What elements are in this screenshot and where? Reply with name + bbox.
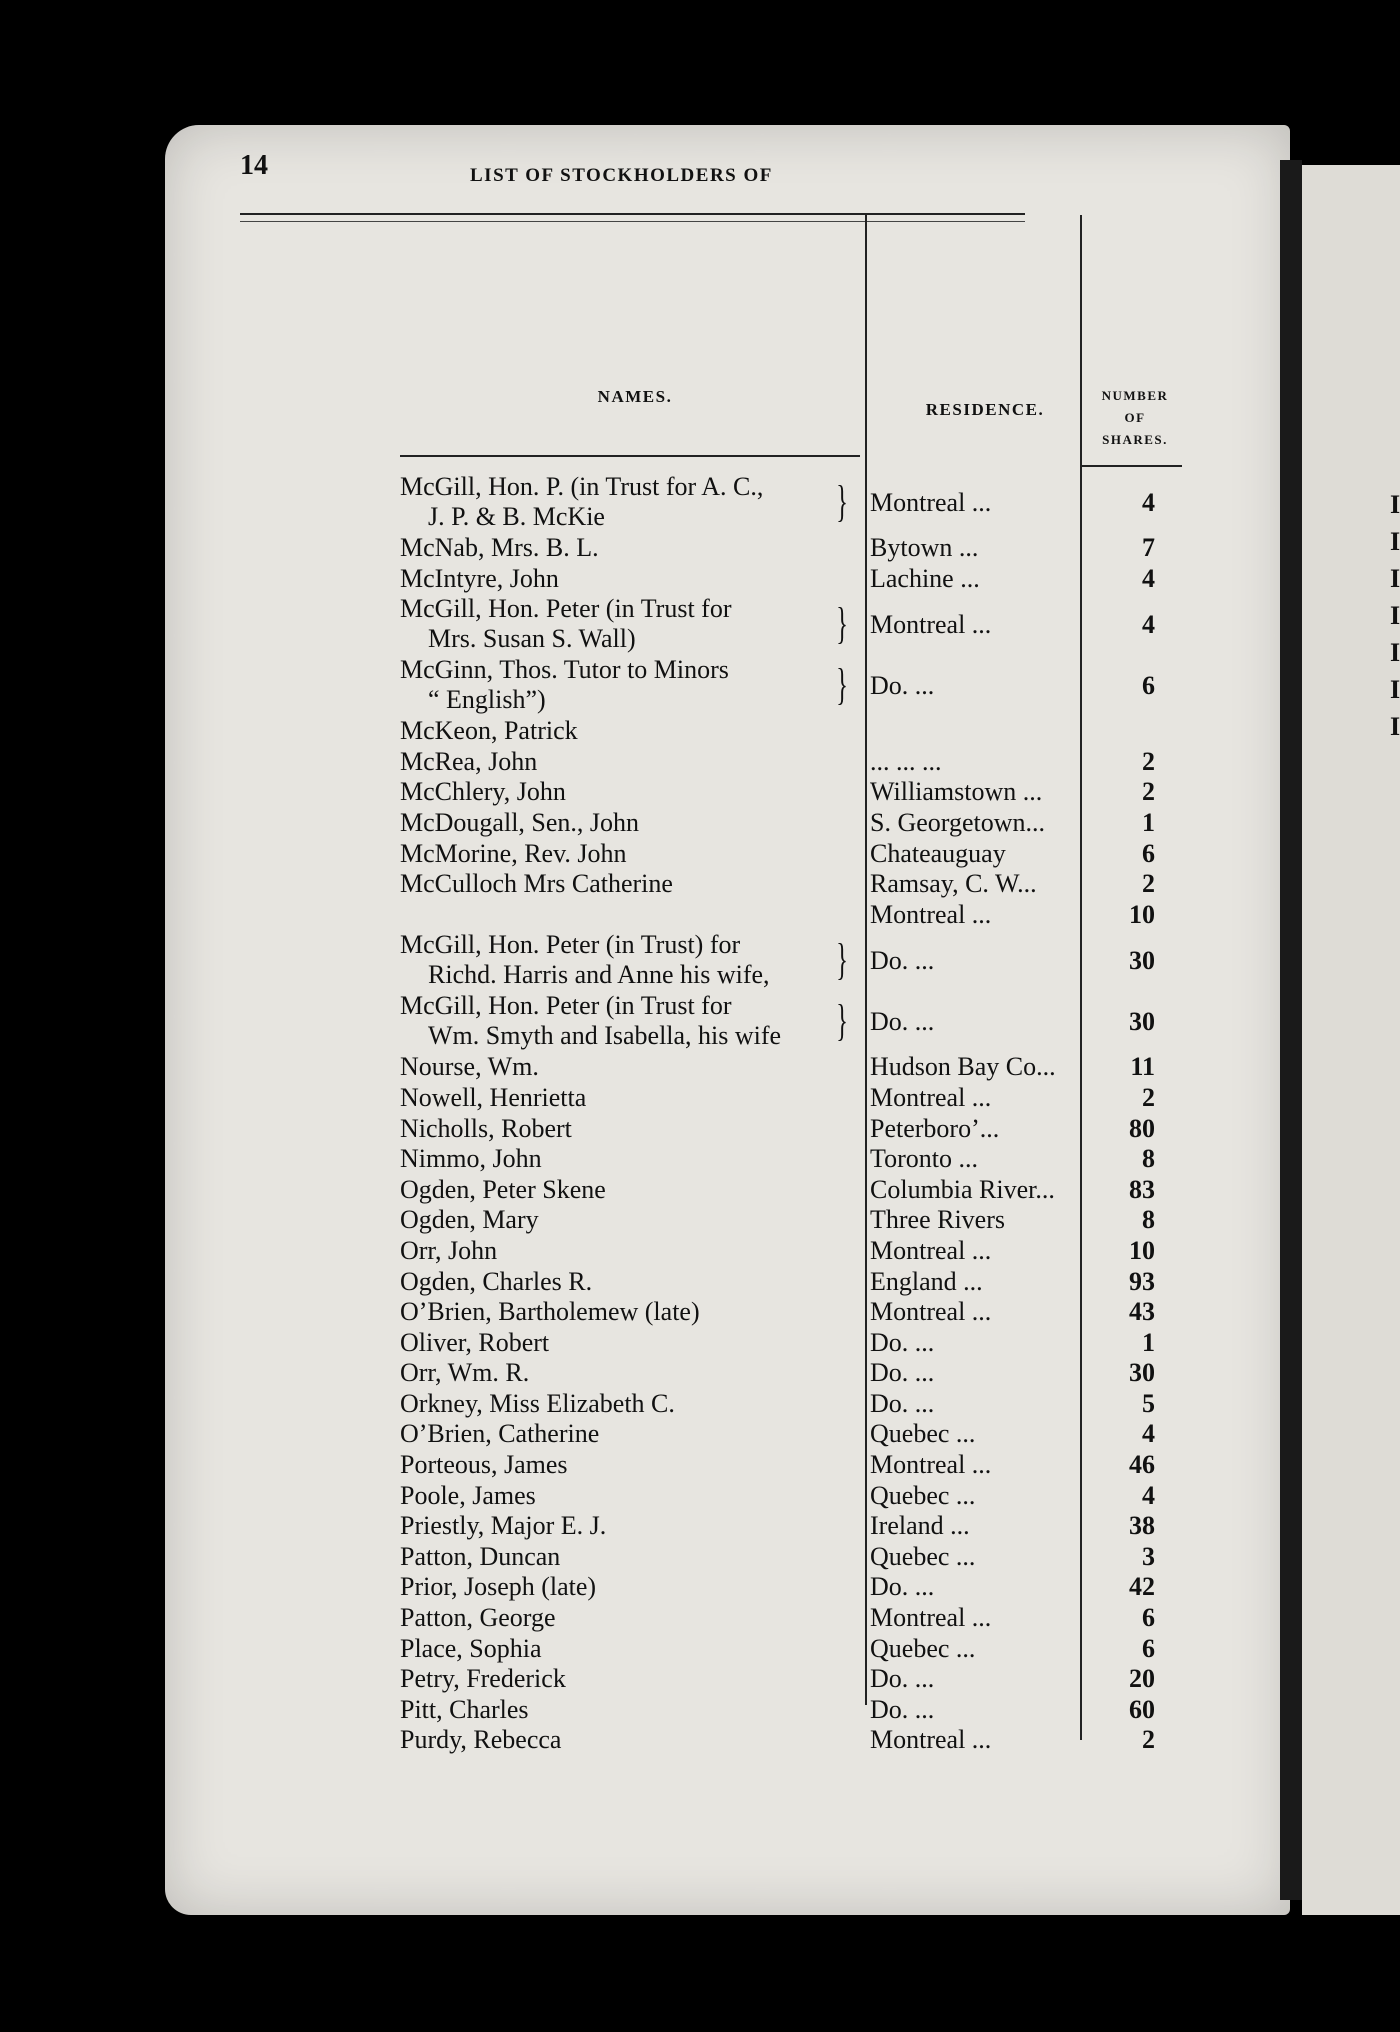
- stockholder-name-line1: McGinn, Thos. Tutor to Minors: [400, 655, 729, 685]
- residence: Chateauguay: [870, 838, 1006, 868]
- shares-count: 3: [1142, 1541, 1155, 1571]
- table-row: [400, 1725, 1180, 1756]
- stockholder-name-line1: Prior, Joseph (late): [400, 1572, 597, 1602]
- shares-count: 8: [1142, 1205, 1155, 1235]
- residence: Hudson Bay Co...: [870, 1052, 1056, 1082]
- table-row: [400, 839, 1180, 870]
- stockholder-name: [400, 1603, 830, 1633]
- stockholder-name-line1: McChlery, John: [400, 777, 566, 807]
- table-row: [400, 1511, 1180, 1542]
- stockholder-name: [400, 564, 830, 594]
- stockholder-name: [400, 869, 830, 899]
- stockholder-name: [400, 1389, 830, 1419]
- residence: Do. ...: [870, 1572, 935, 1602]
- shares-count: 2: [1142, 869, 1155, 899]
- stockholder-name-line1: Nourse, Wm.: [400, 1052, 539, 1082]
- running-title: LIST OF STOCKHOLDERS OF: [470, 165, 773, 186]
- shares-count: 2: [1142, 777, 1155, 807]
- page-number: 14: [240, 150, 268, 181]
- residence: England ...: [870, 1266, 983, 1296]
- stockholder-name-line1: Petry, Frederick: [400, 1664, 566, 1694]
- stockholder-name: [400, 1450, 830, 1480]
- stockholder-name: [400, 1542, 830, 1572]
- shares-count: 2: [1142, 746, 1155, 776]
- stockholder-name: [400, 1664, 830, 1694]
- stockholder-name-line1: Porteous, James: [400, 1450, 568, 1480]
- residence: Lachine ...: [870, 563, 980, 593]
- facing-page-letter: I: [1390, 490, 1400, 519]
- table-row: [400, 1389, 1180, 1420]
- residence: Toronto ...: [870, 1144, 978, 1174]
- shares-count: 43: [1129, 1297, 1155, 1327]
- stockholder-name-line2: “ English”): [428, 685, 546, 715]
- residence: Peterboro’...: [870, 1113, 1000, 1143]
- residence: Three Rivers: [870, 1205, 1006, 1235]
- table-row: [400, 1236, 1180, 1267]
- column-header-shares-line1: NUMBER: [1101, 388, 1169, 403]
- column-header-shares: [1085, 385, 1185, 451]
- shares-count: 38: [1129, 1511, 1155, 1541]
- stockholder-name: [400, 747, 830, 777]
- stockholder-name: [400, 1236, 830, 1266]
- table-row: [400, 655, 1180, 716]
- table-row: [400, 808, 1180, 839]
- brace-glyph: }: [836, 599, 848, 649]
- stockholder-name-line1: McKeon, Patrick: [400, 716, 578, 746]
- shares-count: 2: [1142, 1725, 1155, 1755]
- column-header-residence: RESIDENCE.: [925, 400, 1045, 419]
- table-row: [400, 1419, 1180, 1450]
- facing-page-letter: I: [1390, 712, 1400, 741]
- brace-glyph: }: [836, 996, 848, 1046]
- stockholder-name: [400, 1114, 830, 1144]
- stockholder-name-line1: Orr, John: [400, 1235, 498, 1265]
- residence: Montreal ...: [870, 1082, 992, 1112]
- table-row: [400, 1083, 1180, 1114]
- stockholder-name: [400, 1481, 830, 1511]
- shares-count: 1: [1142, 807, 1155, 837]
- residence: Montreal ...: [870, 899, 992, 929]
- shares-count: 30: [1129, 1358, 1155, 1388]
- table-row: [400, 1603, 1180, 1634]
- table-row: [400, 472, 1180, 533]
- stockholder-name-line1: McDougall, Sen., John: [400, 807, 640, 837]
- stockholder-name-line1: Place, Sophia: [400, 1633, 542, 1663]
- shares-count: 60: [1129, 1694, 1155, 1724]
- residence: Do. ...: [870, 1664, 935, 1694]
- shares-count: 6: [1142, 1633, 1155, 1663]
- stockholder-name: [400, 930, 830, 991]
- residence: Montreal ...: [870, 1235, 992, 1265]
- shares-count: 42: [1129, 1572, 1155, 1602]
- shares-count: 80: [1129, 1113, 1155, 1143]
- shares-count: 4: [1142, 1480, 1155, 1510]
- stockholder-name-line1: Ogden, Peter Skene: [400, 1174, 606, 1204]
- stockholder-name-line1: McGill, Hon. Peter (in Trust for: [400, 991, 732, 1021]
- facing-page-letters: [1390, 490, 1400, 742]
- table-row: [400, 1205, 1180, 1236]
- shares-count: 10: [1129, 899, 1155, 929]
- shares-count: 5: [1142, 1388, 1155, 1418]
- table-row: [400, 716, 1180, 747]
- stockholder-name-line1: O’Brien, Bartholemew (late): [400, 1297, 700, 1327]
- stockholder-name-line1: Priestly, Major E. J.: [400, 1511, 607, 1541]
- residence: Do. ...: [870, 1694, 935, 1724]
- table-row: [400, 1481, 1180, 1512]
- facing-page-letter: I: [1390, 527, 1400, 556]
- residence: Do. ...: [870, 945, 935, 975]
- header-bottom-rule-shares: [1082, 465, 1182, 467]
- table-row: [400, 1634, 1180, 1665]
- table-row: [400, 1114, 1180, 1145]
- residence: Ramsay, C. W...: [870, 869, 1037, 899]
- residence: Do. ...: [870, 1388, 935, 1418]
- table-row: [400, 1175, 1180, 1206]
- stockholder-name-line1: Nicholls, Robert: [400, 1113, 572, 1143]
- stockholder-name: [400, 716, 830, 746]
- shares-count: 8: [1142, 1144, 1155, 1174]
- stockholder-name-line1: McMorine, Rev. John: [400, 838, 627, 868]
- facing-page: [1302, 165, 1400, 1915]
- residence: Quebec ...: [870, 1480, 976, 1510]
- column-header-shares-line3: SHARES.: [1102, 432, 1168, 447]
- brace-glyph: }: [836, 935, 848, 985]
- shares-count: 4: [1142, 1419, 1155, 1449]
- facing-page-letter: I: [1390, 638, 1400, 667]
- table-row: [400, 564, 1180, 595]
- table-row: [400, 900, 1180, 931]
- shares-count: 11: [1130, 1052, 1155, 1082]
- column-header-shares-line2: OF: [1124, 410, 1146, 425]
- shares-count: 4: [1142, 609, 1155, 639]
- header-rule: [240, 213, 1025, 222]
- header-bottom-rule: [400, 455, 860, 457]
- stockholder-name-line2: J. P. & B. McKie: [428, 502, 605, 531]
- residence: Montreal ...: [870, 1725, 992, 1755]
- table-row: [400, 1144, 1180, 1175]
- table-row: [400, 747, 1180, 778]
- stockholder-name-line1: Orkney, Miss Elizabeth C.: [400, 1388, 675, 1418]
- stockholder-name-line1: Ogden, Charles R.: [400, 1266, 593, 1296]
- stockholder-name: [400, 1634, 830, 1664]
- table-row: [400, 594, 1180, 655]
- residence: Montreal ...: [870, 1297, 992, 1327]
- stockholder-name: [400, 991, 830, 1052]
- table-row: [400, 1695, 1180, 1726]
- stockholder-name: [400, 1419, 830, 1449]
- table-row: [400, 869, 1180, 900]
- stockholder-name: [400, 777, 830, 807]
- shares-count: 46: [1129, 1450, 1155, 1480]
- stockholder-name: [400, 533, 830, 563]
- shares-count: 30: [1129, 945, 1155, 975]
- shares-count: 10: [1129, 1235, 1155, 1265]
- stockholder-name: [400, 1725, 830, 1755]
- table-row: [400, 930, 1180, 991]
- brace-glyph: }: [836, 477, 848, 526]
- shares-count: 2: [1142, 1082, 1155, 1112]
- table-row: [400, 1328, 1180, 1359]
- stockholder-name-line1: McGill, Hon. Peter (in Trust) for: [400, 930, 741, 960]
- stockholder-name: [400, 1175, 830, 1205]
- residence: Williamstown ...: [870, 777, 1043, 807]
- stockholder-name-line1: McNab, Mrs. B. L.: [400, 533, 599, 562]
- stockholder-name: [400, 1083, 830, 1113]
- residence: Bytown ...: [870, 533, 979, 562]
- table-row: [400, 1267, 1180, 1298]
- residence: Montreal ...: [870, 1603, 992, 1633]
- stockholder-name: [400, 1328, 830, 1358]
- stockholder-name-line1: McGill, Hon. Peter (in Trust for: [400, 594, 732, 624]
- shares-count: 4: [1142, 563, 1155, 593]
- residence: S. Georgetown...: [870, 807, 1046, 837]
- stockholder-name-line1: Pitt, Charles: [400, 1694, 529, 1724]
- residence: Do. ...: [870, 1327, 935, 1357]
- stockholder-name: [400, 1695, 830, 1725]
- stockholder-table: [400, 472, 1180, 1756]
- stockholder-name-line2: Mrs. Susan S. Wall): [428, 624, 636, 654]
- table-row: [400, 1664, 1180, 1695]
- shares-count: 93: [1129, 1266, 1155, 1296]
- residence: Montreal ...: [870, 487, 992, 517]
- stockholder-name-line1: Patton, Duncan: [400, 1541, 561, 1571]
- residence: Columbia River...: [870, 1174, 1055, 1204]
- stockholder-name-line1: O’Brien, Catherine: [400, 1419, 600, 1449]
- shares-count: 6: [1142, 838, 1155, 868]
- table-row: [400, 1052, 1180, 1083]
- stockholder-name-line2: Richd. Harris and Anne his wife,: [428, 960, 770, 990]
- facing-page-letter: I: [1390, 675, 1400, 704]
- residence: ... ... ...: [870, 746, 942, 776]
- shares-count: 6: [1142, 1603, 1155, 1633]
- residence: Quebec ...: [870, 1541, 976, 1571]
- stockholder-name: [400, 472, 830, 533]
- stockholder-name-line1: Nowell, Henrietta: [400, 1082, 587, 1112]
- residence: Quebec ...: [870, 1419, 976, 1449]
- stockholder-name: [400, 808, 830, 838]
- residence: Quebec ...: [870, 1633, 976, 1663]
- stockholder-name: [400, 1205, 830, 1235]
- stockholder-name-line1: Orr, Wm. R.: [400, 1358, 530, 1388]
- residence: Montreal ...: [870, 609, 992, 639]
- stockholder-name-line1: Poole, James: [400, 1480, 536, 1510]
- facing-page-letter: I: [1390, 564, 1400, 593]
- stockholder-name: [400, 1297, 830, 1327]
- stockholder-name-line1: Nimmo, John: [400, 1144, 542, 1174]
- stockholder-name-line1: McGill, Hon. P. (in Trust for A. C.,: [400, 472, 764, 501]
- column-header-names: NAMES.: [597, 387, 673, 406]
- stockholder-name-line1: McRea, John: [400, 746, 538, 776]
- stockholder-name: [400, 655, 830, 716]
- stockholder-name: [400, 839, 830, 869]
- shares-count: 7: [1142, 533, 1155, 562]
- shares-count: 4: [1142, 487, 1155, 517]
- shares-count: 30: [1129, 1006, 1155, 1036]
- shares-count: 1: [1142, 1327, 1155, 1357]
- brace-glyph: }: [836, 660, 848, 710]
- shares-count: 6: [1142, 670, 1155, 700]
- facing-page-letter: I: [1390, 601, 1400, 630]
- stockholder-name: [400, 1358, 830, 1388]
- stockholder-name-line1: Patton, George: [400, 1603, 556, 1633]
- stockholder-name-line1: McCulloch Mrs Catherine: [400, 869, 673, 899]
- table-row: [400, 777, 1180, 808]
- book-gutter: [1280, 160, 1302, 1900]
- table-row: [400, 1450, 1180, 1481]
- stockholder-name: [400, 1052, 830, 1082]
- shares-count: 20: [1129, 1664, 1155, 1694]
- residence: Montreal ...: [870, 1450, 992, 1480]
- table-row: [400, 1542, 1180, 1573]
- residence: Do. ...: [870, 1358, 935, 1388]
- residence: Do. ...: [870, 1006, 935, 1036]
- stockholder-name: [400, 1511, 830, 1541]
- table-row: [400, 533, 1180, 564]
- stockholder-name-line2: Wm. Smyth and Isabella, his wife: [428, 1021, 782, 1051]
- stockholder-name-line1: McIntyre, John: [400, 563, 559, 593]
- table-row: [400, 1572, 1180, 1603]
- table-row: [400, 1358, 1180, 1389]
- stockholder-name-line1: Ogden, Mary: [400, 1205, 539, 1235]
- stockholder-name-line1: Purdy, Rebecca: [400, 1725, 562, 1755]
- stockholder-name: [400, 594, 830, 655]
- stockholder-name: [400, 1267, 830, 1297]
- table-row: [400, 1297, 1180, 1328]
- stockholder-name-line1: Oliver, Robert: [400, 1327, 550, 1357]
- shares-count: 83: [1129, 1174, 1155, 1204]
- residence: Do. ...: [870, 670, 935, 700]
- stockholder-name: [400, 1144, 830, 1174]
- table-row: [400, 991, 1180, 1052]
- stockholder-name: [400, 1572, 830, 1602]
- residence: Ireland ...: [870, 1511, 970, 1541]
